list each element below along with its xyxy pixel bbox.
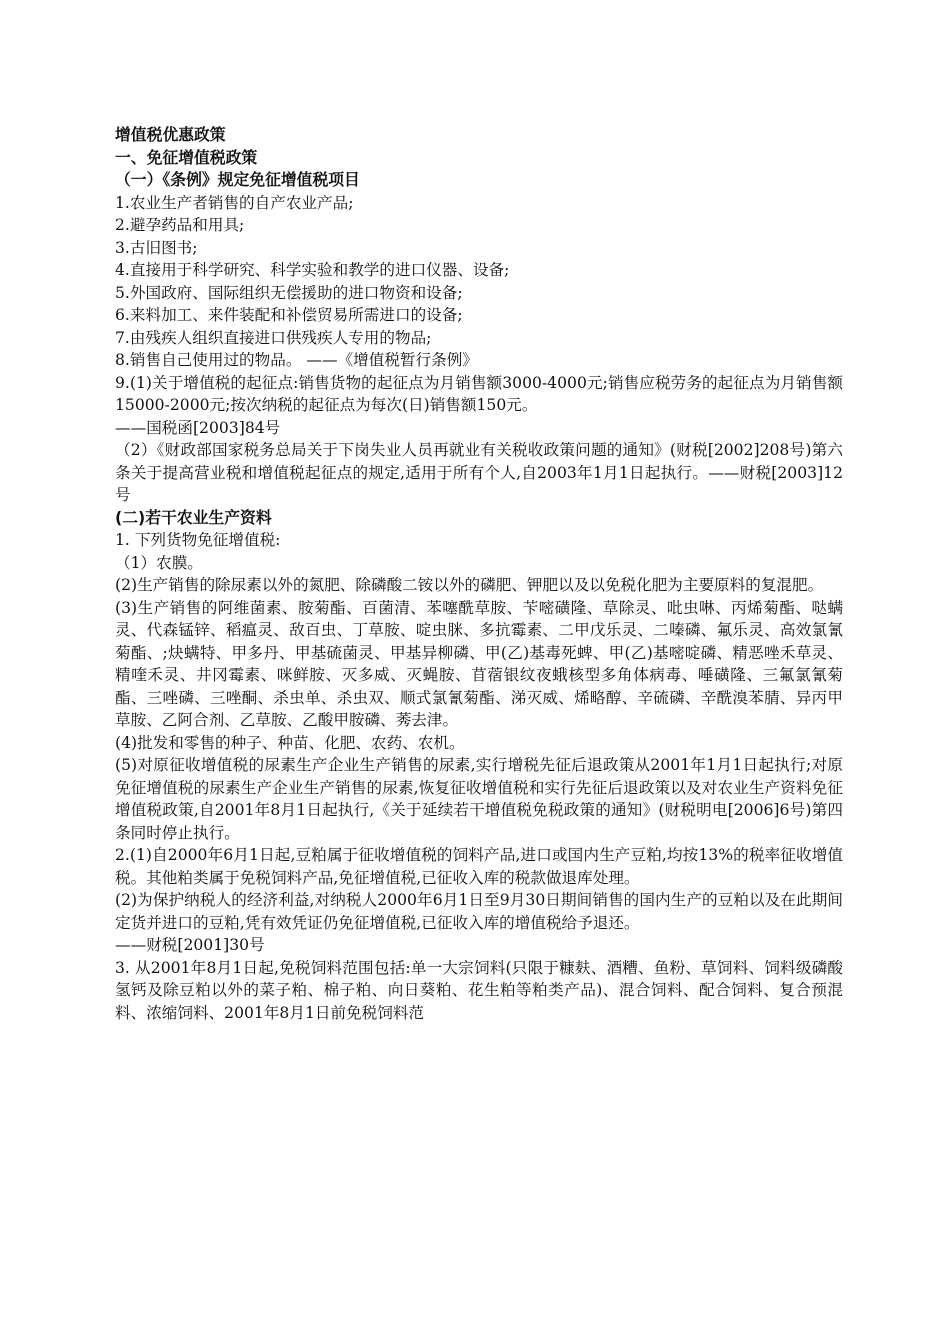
list-item: （2）《财政部国家税务总局关于下岗失业人员再就业有关税收政策问题的通知》(财税[2002]208号)第六条关于提高营业税和增值税起征点的规定,适用于所有个人,自2003年1月1日起执行。——财税[2003]12号 — [115, 441, 843, 504]
list-item: (5)对原征收增值税的尿素生产企业生产销售的尿素,实行增税先征后退政策从2001年1月1日起执行;对原免征增值税的尿素生产企业生产销售的尿素,恢复征收增值税和实行先征后退政策以及对农业生产资料免征增值税政策,自2001年8月1日起执行,《关于延续若干增值税免税政策的通知》(财税明电[2006]6号)第四条同时停止执行。 — [115, 756, 843, 842]
subsection-heading-1: （一）《条例》规定免征增值税项目 — [115, 170, 360, 189]
section-heading-1: 一、免征增值税政策 — [115, 147, 258, 167]
citation: ——国税函[2003]84号 — [115, 418, 281, 437]
list-item: 3. 从2001年8月1日起,免税饲料范围包括:单一大宗饲料(只限于糠麸、酒糟、鱼粉、草饲料、饲料级磷酸氢钙及除豆粕以外的菜子粕、棉子粕、向日葵粕、花生粕等粕类产品)、混合饲料、配合饲料、复合预混料、浓缩饲料、2001年8月1日前免税饲料范 — [115, 958, 843, 1022]
list-item: 1. 下列货物免征增值税: — [115, 531, 281, 549]
list-item: (4)批发和零售的种子、种苗、化肥、农药、农机。 — [115, 733, 465, 752]
list-item: 2.(1)自2000年6月1日起,豆粕属于征收增值税的饲料产品,进口或国内生产豆粕,均按13%的税率征收增值税。其他粕类属于免税饲料产品,免征增值税,已征收入库的税款做退库处理。 — [115, 846, 843, 887]
list-item: 3.古旧图书; — [115, 238, 198, 257]
list-item: 4.直接用于科学研究、科学实验和教学的进口仪器、设备; — [115, 261, 510, 279]
list-item: 8.销售自己使用过的物品。 ——《增值税暂行条例》 — [115, 351, 478, 369]
subsection-heading-2: (二)若干农业生产资料 — [115, 507, 272, 527]
list-item: 7.由残疾人组织直接进口供残疾人专用的物品; — [115, 328, 432, 347]
list-item: (3)生产销售的阿维菌素、胺菊酯、百菌清、苯噻酰草胺、苄嘧磺隆、草除灵、吡虫啉、丙烯菊酯、哒螨灵、代森锰锌、稻瘟灵、敌百虫、丁草胺、啶虫脒、多抗霉素、二甲戊乐灵、二嗪磷、氟乐灵、高效氯氰菊酯、;炔螨特、甲多丹、甲基硫菌灵、甲基异柳磷、甲(乙)基毒死蜱、甲(乙)基嘧啶磷、精恶唑禾草灵、精喹禾灵、井冈霉素、咪鲜胺、灭多威、灭蝇胺、苜蓿银纹夜蛾核型多角体病毒、唾磺隆、三氟氯氰菊酯、三唑磷、三唑酮、杀虫单、杀虫双、顺式氯氰菊酯、涕灭威、烯略醇、辛硫磷、辛酰溴苯腈、异丙甲草胺、乙阿合剂、乙草胺、乙酸甲胺磷、莠去津。 — [115, 598, 843, 729]
citation: ——财税[2001]30号 — [115, 936, 265, 954]
list-item: 5.外国政府、国际组织无偿援助的进口物资和设备; — [115, 283, 463, 302]
list-item: 2.避孕药品和用具; — [115, 216, 245, 234]
document-page — [115, 124, 843, 1024]
list-item: 6.来料加工、来件装配和补偿贸易所需进口的设备; — [115, 306, 463, 324]
list-item: （1）农膜。 — [115, 553, 203, 572]
list-item: 9.(1)关于增值税的起征点:销售货物的起征点为月销售额3000-4000元;销售应税劳务的起征点为月销售额15000-2000元;按次纳税的起征点为每次(日)销售额150元。 — [115, 373, 843, 414]
list-item: 1.农业生产者销售的自产农业产品; — [115, 193, 354, 212]
document-title: 增值税优惠政策 — [115, 125, 226, 144]
list-item: (2)生产销售的除尿素以外的氮肥、除磷酸二铵以外的磷肥、钾肥以及以免税化肥为主要原料的复混肥。 — [115, 576, 824, 594]
list-item: (2)为保护纳税人的经济利益,对纳税人2000年6月1日至9月30日期间销售的国内生产的豆粕以及在此期间定货并进口的豆粕,凭有效凭证仍免征增值税,已征收入库的增值税给予退还。 — [115, 891, 843, 932]
